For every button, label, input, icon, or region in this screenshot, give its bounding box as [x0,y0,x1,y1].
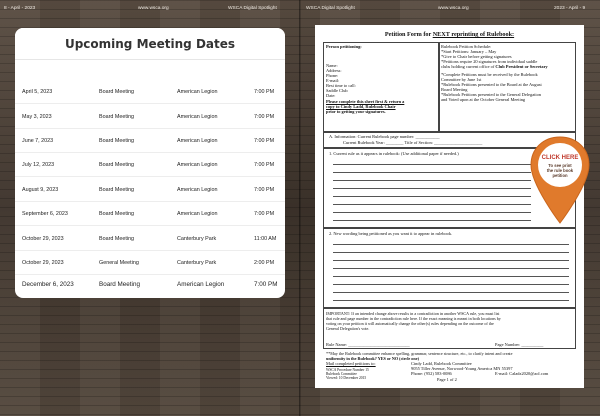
pin-sub-line: To see print [548,163,572,168]
schedule-line: *Complete Petitions must be received by the Rulebook [441,72,538,77]
meeting-time: 7:00 PM [254,114,275,120]
page-of: Page 1 of 2 [437,377,457,382]
meeting-time: 7:00 PM [254,281,278,288]
schedule-text: clubs holding current office of [441,64,496,69]
important-line: IMPORTANT: If an intended change above results in a contradiction in another WSCA rule, you must list [326,311,500,316]
important-line: that rule and page number in the contradiction rule here. If the exact meaning is meant in both locations by [326,316,501,321]
page-spine [299,0,301,416]
send-note-line: Please complete this sheet first & return a [326,99,405,104]
send-note-line: prior to getting your signatures. [326,109,386,114]
meeting-location: American Legion [177,162,218,168]
left-page-number: 8 - April - 2023 [4,6,36,11]
meeting-date: May 3, 2023 [22,114,52,120]
meeting-row [15,129,285,153]
meeting-type: Board Meeting [99,138,135,144]
meeting-date: October 29, 2023 [22,260,64,266]
page-number-field[interactable]: Page Number: __________ [495,342,544,347]
meeting-time: 7:00 PM [254,211,275,217]
rule-name-field[interactable]: Rule Name: ____________________________ [326,342,410,347]
click-here-pin[interactable] [528,135,592,227]
right-site-url[interactable]: www.wsca.org [438,6,469,11]
field-email: E-mail: [326,78,340,83]
schedule-line: *Give to Chair before getting signatures [441,54,512,59]
meeting-type: Board Meeting [99,211,135,217]
meeting-row [15,80,285,104]
answer-line[interactable] [333,188,531,189]
field-best-time: Best time to call: [326,83,356,88]
pin-sub-text [528,163,592,178]
schedule-line: Rulebook Petition Schedule: [441,44,492,49]
answer-line[interactable] [333,260,569,261]
answer-line[interactable] [333,196,531,197]
meeting-date: September 6, 2023 [22,211,68,217]
section-a-year: Current Rulebook Year: ________ Title of Section: ______________________ [343,140,483,145]
answer-line[interactable] [333,164,531,165]
schedule-emphasis: Club President or Secretary [495,64,548,69]
answer-line[interactable] [333,276,569,277]
answer-line[interactable] [333,172,531,173]
schedule-line [441,64,548,69]
meeting-location: American Legion [177,89,218,95]
meeting-date: December 6, 2023 [22,281,74,288]
meeting-row [15,178,285,202]
answer-line[interactable] [333,284,569,285]
meeting-time: 11:00 AM [254,236,277,242]
right-page-number: 2023 - April - 9 [554,6,586,11]
schedule-line: Board Meeting [441,87,468,92]
meeting-row [15,105,285,129]
enhance-question: **May the Rulebook committee enhance spelling, grammar, sentence structure, etc., to clarify intent and create [326,351,513,356]
meeting-location: Canterbury Park [177,236,217,242]
meeting-location: American Legion [177,211,218,217]
schedule-line: Committee by June 1st [441,77,482,82]
meeting-row [15,272,285,296]
mail-label: Mail completed petitions to: [326,361,376,366]
schedule-line: *Rulebook Petitions presented to the General Delegation [441,92,541,97]
meeting-location: Canterbury Park [177,260,217,266]
meeting-row [15,202,285,226]
procedure-viewed: Viewed: 10 December 2015 [326,376,367,380]
answer-line[interactable] [333,180,531,181]
card-title-bar [15,28,285,60]
meeting-row [15,227,285,251]
section-a-label: A. Information: Current Rulebook page number: ___________ [329,134,440,139]
meeting-type: Board Meeting [99,114,135,120]
meeting-date: June 7, 2023 [22,138,54,144]
answer-line[interactable] [333,212,531,213]
enhance-answer[interactable]: uniformity in the Rulebook? YES or NO (circle one) [326,356,419,361]
meeting-location: American Legion [177,187,218,193]
meeting-date: October 29, 2023 [22,236,64,242]
answer-line[interactable] [333,300,569,301]
question-new-wording: 2. New wording being petitioned as you want it to appear in rulebook. [329,231,453,236]
field-saddle-club: Saddle Club [326,88,348,93]
meeting-type: Board Meeting [99,281,140,288]
meeting-time: 7:00 PM [254,162,275,168]
left-page-header [0,0,300,20]
meeting-type: Board Meeting [99,187,135,193]
question-current-rule: 1. Current rule as it appears in rulebook: (Use additional paper if needed.) [329,151,459,156]
pin-sub-line: the rule book [546,168,574,173]
petition-title-prefix: Petition Form for [384,31,433,38]
pin-click-text: CLICK HERE [541,155,579,161]
meeting-type: Board Meeting [99,162,135,168]
meeting-type: Board Meeting [99,236,135,242]
schedule-line: *Petitions require 20 signatures from individual saddle [441,59,538,64]
schedule-line: *Rulebook Petitions presented to the Board at the August [441,82,542,87]
meeting-date: July 12, 2023 [22,162,55,168]
field-phone: Phone: [326,73,339,78]
petition-title-underlined: NEXT reprinting of Rulebook: [432,31,515,38]
meeting-location: American Legion [177,114,218,120]
petition-title [315,31,584,38]
answer-line[interactable] [333,204,531,205]
card-title: Upcoming Meeting Dates [64,37,236,51]
answer-line[interactable] [333,268,569,269]
meeting-row [15,153,285,177]
answer-line[interactable] [333,220,531,221]
meeting-type: Board Meeting [99,89,135,95]
meeting-time: 7:00 PM [254,138,275,144]
meeting-time: 7:00 PM [254,89,275,95]
meeting-date: August 9, 2023 [22,187,59,193]
important-line: voting on your petition it will automatically change the other(s) rules depending on the outcome of the [326,321,494,326]
schedule-line: and Voted upon at the October General Meeting [441,97,526,102]
pin-sub-line: petition [552,173,568,178]
send-note-line: copy to Cindy Ladd, Rulebook Chair [326,104,396,109]
person-label: Person petitioning: [326,44,362,49]
mail-phone: Phone: (952) 583-0086 [411,371,452,376]
meeting-location: American Legion [177,281,225,288]
map-pin-icon [528,135,592,227]
field-name: Name: [326,63,338,68]
meeting-location: American Legion [177,138,218,144]
mail-street: 9055 Tiller Avenue, Norwood-Young America MN 55397 [411,366,513,371]
procedure-number: WSCA Procedure Number 15 [326,368,369,372]
field-address: Address: [326,68,342,73]
left-site-url[interactable]: www.wsca.org [138,6,169,11]
answer-line[interactable] [333,292,569,293]
right-page-header [300,0,600,20]
answer-line[interactable] [333,244,569,245]
meeting-time: 2:00 PM [254,260,275,266]
field-date: Date: [326,93,336,98]
mail-name: Cindy Ladd, Rulebook Committee [411,361,472,366]
mail-email[interactable]: E-mail: Caladz2020@aol.com [495,371,549,376]
schedule-line: *Start Petitions: January – May [441,49,497,54]
procedure-committee: Rulebook Committee [326,372,357,376]
right-publication: WSCA Digital Spotlight [306,6,355,11]
answer-line[interactable] [333,252,569,253]
meeting-date: April 5, 2023 [22,89,53,95]
meeting-dates-card [15,28,285,298]
important-line: General Delegation's vote. [326,326,370,331]
meeting-type: General Meeting [99,260,139,266]
left-publication: WSCA Digital Spotlight [228,6,277,11]
meeting-time: 7:00 PM [254,187,275,193]
